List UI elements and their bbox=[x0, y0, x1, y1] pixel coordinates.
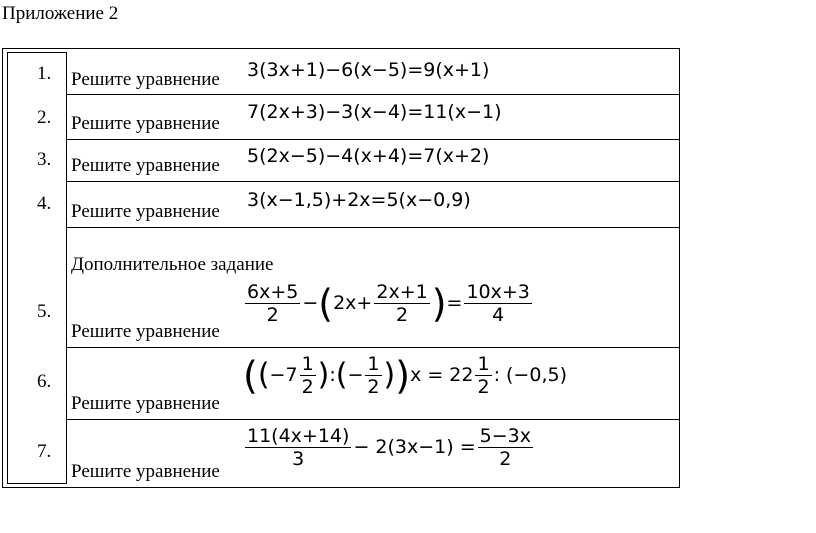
row-number: 5. bbox=[37, 301, 52, 322]
row-number: 4. bbox=[37, 193, 52, 214]
row-divider bbox=[67, 139, 679, 140]
equation-7 bbox=[243, 425, 535, 470]
fraction-denominator: 4 bbox=[492, 304, 505, 326]
fraction-numerator: 5−3x bbox=[479, 425, 531, 447]
fraction-numerator: 1 bbox=[367, 353, 380, 375]
row-divider bbox=[67, 347, 679, 348]
row-prompt: Решите уравнение bbox=[71, 113, 220, 134]
fraction bbox=[245, 425, 351, 470]
row-prompt: Решите уравнение bbox=[71, 393, 220, 414]
task-table bbox=[2, 48, 680, 488]
row-prompt: Решите уравнение bbox=[71, 69, 220, 90]
fraction-denominator: 2 bbox=[499, 448, 512, 470]
equation: 3(3x+1)−6(x−5)=9(x+1) bbox=[247, 59, 490, 81]
equation: 5(2x−5)−4(x+4)=7(x+2) bbox=[247, 145, 490, 167]
page-title: Приложение 2 bbox=[2, 3, 119, 24]
fraction-denominator: 2 bbox=[395, 304, 409, 326]
equation-6: ((−7 $\frac{1}{2}$ ):(− $\frac{1}{2}$ ))x = 22 $\frac{1}{2}$ : (−0,5) bbox=[243, 353, 567, 398]
row-prompt: Решите уравнение bbox=[71, 321, 220, 342]
row-number: 3. bbox=[37, 149, 52, 170]
fraction bbox=[300, 353, 316, 398]
fraction bbox=[245, 281, 300, 326]
fraction-numerator: 11(4x+14) bbox=[247, 425, 350, 447]
equation-term: : (−0,5) bbox=[493, 364, 567, 386]
row-divider bbox=[67, 94, 679, 95]
equation-term: − 2(3x−1) = bbox=[353, 436, 476, 458]
fraction-denominator: 2 bbox=[477, 376, 490, 398]
fraction-numerator: 10x+3 bbox=[466, 281, 530, 303]
row-prompt: Решите уравнение bbox=[71, 201, 220, 222]
equation-term: 2x+ bbox=[333, 292, 373, 314]
fraction-numerator: 6x+5 bbox=[247, 281, 299, 303]
equation-term: x = 22 bbox=[410, 364, 474, 386]
fraction bbox=[475, 353, 491, 398]
equation: 3(x−1,5)+2x=5(x−0,9) bbox=[247, 189, 471, 211]
fraction-denominator: 2 bbox=[301, 376, 314, 398]
row-number: 6. bbox=[37, 371, 52, 392]
fraction bbox=[374, 281, 429, 326]
fraction-numerator: 1 bbox=[301, 353, 314, 375]
fraction bbox=[464, 281, 531, 326]
fraction-denominator: 2 bbox=[266, 304, 279, 326]
row-prompt: Решите уравнение bbox=[71, 155, 220, 176]
equation: 7(2x+3)−3(x−4)=11(x−1) bbox=[247, 101, 502, 123]
row-divider bbox=[67, 181, 679, 182]
fraction-denominator: 3 bbox=[292, 448, 305, 470]
row-prompt: Решите уравнение bbox=[71, 461, 220, 482]
fraction-numerator: 1 bbox=[477, 353, 490, 375]
equation-5: $\frac{6x+5}{2}$ −(2x+ $\frac{2x+1}{2}$ )= $\frac{10x+3}{4}$ bbox=[247, 281, 530, 326]
row-number: 2. bbox=[37, 107, 52, 128]
row-divider bbox=[67, 227, 679, 228]
row-number: 1. bbox=[37, 63, 52, 84]
fraction bbox=[365, 353, 381, 398]
fraction bbox=[478, 425, 533, 470]
fraction-denominator: 2 bbox=[367, 376, 380, 398]
row-number: 7. bbox=[37, 441, 52, 462]
extra-task-heading: Дополнительное задание bbox=[71, 254, 274, 275]
row-divider bbox=[67, 419, 679, 420]
equation-term: −7 bbox=[269, 364, 298, 386]
fraction-numerator: 2x+1 bbox=[376, 281, 428, 303]
